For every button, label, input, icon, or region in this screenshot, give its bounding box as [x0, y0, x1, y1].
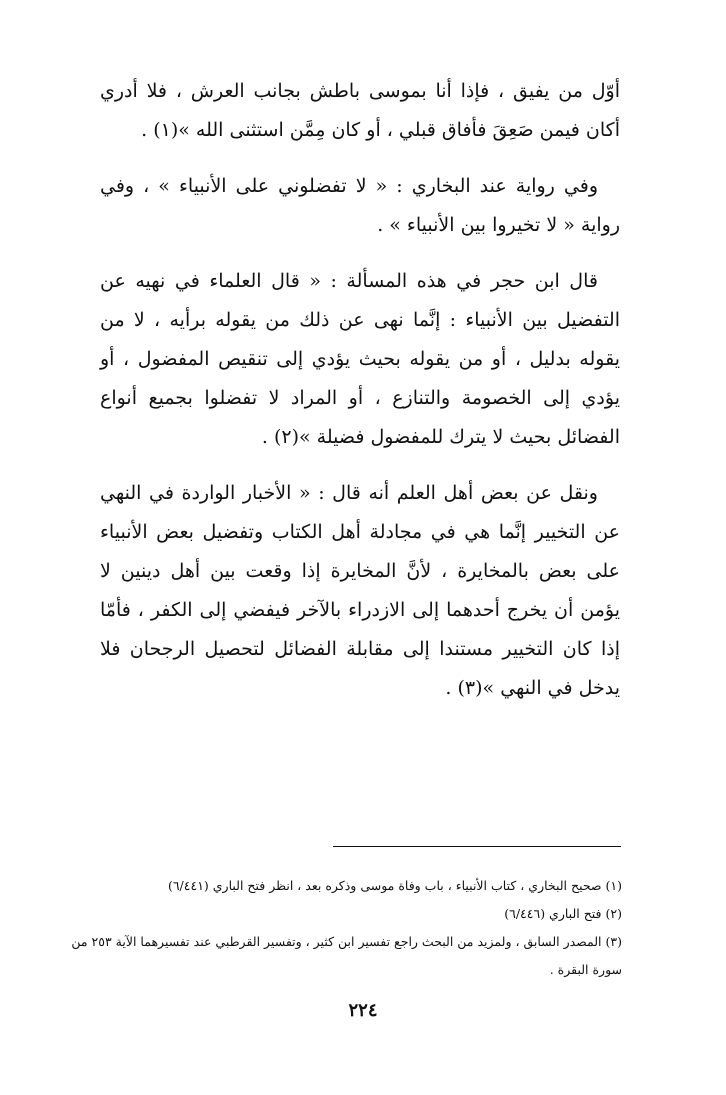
- paragraph-4: ونقل عن بعض أهل العلم أنه قال : « الأخبار الواردة في النهي عن التخيير إنَّما هي في مجادلة أهل الكتاب وتفضيل بعض الأنبياء على بعض بالمخايرة ، لأنَّ المخايرة إذا وقعت بين أهل دينين لا يؤمن أن يخرج أحدهما إلى الازدراء بالآخر فيفضي إلى الكفر ، فأمّا إذا كان التخيير مستندا إلى مقابلة الفضائل لتحصيل الرجحان فلا يدخل في النهي »(٣) .: [100, 482, 620, 699]
- page-number: ٢٢٤: [348, 1000, 378, 1021]
- footnotes: [56, 872, 622, 984]
- main-text: [100, 72, 620, 725]
- paragraph-1: أوّل من يفيق ، فإذا أنا بموسى باطش بجانب العرش ، فلا أدري أكان فيمن صَعِقَ فأفاق قبلي ، أو كان مِمَّن استثنى الله »(١) .: [100, 80, 620, 141]
- footnote-1: (١) صحيح البخاري ، كتاب الأنبياء ، باب وفاة موسى وذكره بعد ، انظر فتح الباري (٦/٤٤١): [167, 878, 622, 893]
- paragraph-2: وفي رواية عند البخاري : « لا تفضلوني على الأنبياء » ، وفي رواية « لا تخيروا بين الأنبياء » .: [100, 175, 620, 236]
- footnote-2: (٢) فتح الباري (٦/٤٤٦): [504, 906, 622, 921]
- footnote-separator: [333, 846, 621, 847]
- paragraph-3: قال ابن حجر في هذه المسألة : « قال العلماء في نهيه عن التفضيل بين الأنبياء : إنَّما نهى عن ذلك من يقوله برأيه ، لا من يقوله بدليل ، أو من يقوله بحيث يؤدي إلى تنقيص المفضول ، أو يؤدي إلى الخصومة والتنازع ، أو المراد لا تفضلوا بجميع أنواع الفضائل بحيث لا يترك للمفضول فضيلة »(٢) .: [100, 270, 620, 448]
- footnote-3: (٣) المصدر السابق ، ولمزيد من البحث راجع تفسير ابن كثير ، وتفسير القرطبي عند تفسيرهما الآية ٢٥٣ من سورة البقرة .: [71, 934, 622, 977]
